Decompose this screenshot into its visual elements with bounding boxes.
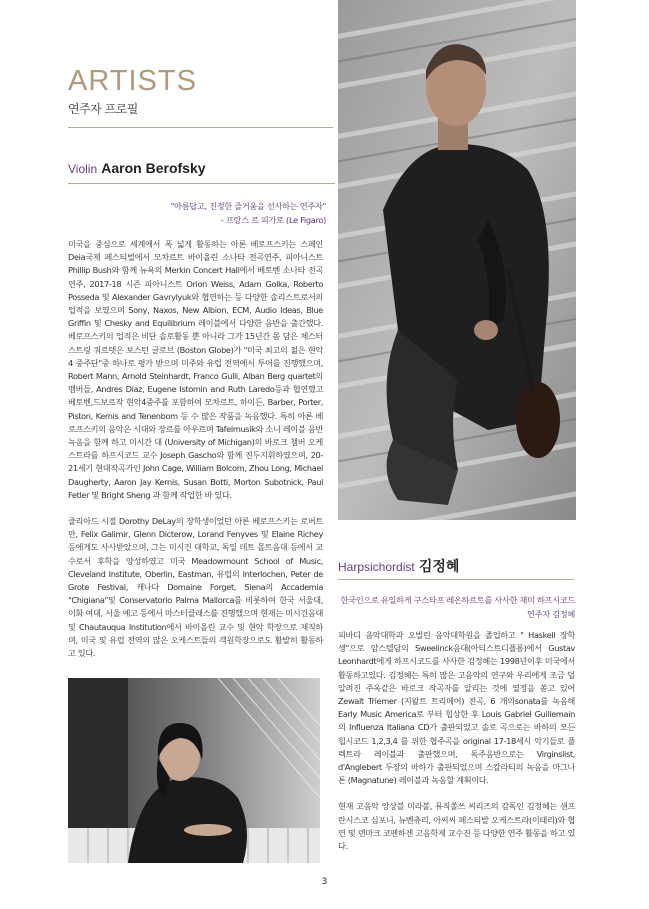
violin-quote bbox=[68, 199, 326, 227]
page-title: ARTISTS bbox=[68, 65, 197, 97]
harpsichord-quote-line2: 연주자 김정혜 bbox=[527, 609, 575, 619]
violin-artist-name: Aaron Berofsky bbox=[101, 160, 206, 176]
page-subtitle: 연주자 프로필 bbox=[68, 102, 138, 116]
harpsichord-quote bbox=[338, 593, 575, 621]
harpsichord-artist-name: 김정혜 bbox=[418, 558, 460, 574]
violin-heading-divider bbox=[68, 183, 335, 184]
harpsichordist-photo bbox=[68, 678, 320, 863]
harpsichord-instrument: Harpsichordist bbox=[338, 560, 415, 574]
page-header bbox=[68, 66, 338, 117]
violin-instrument: Violin bbox=[68, 162, 98, 176]
harpsichord-bio-paragraph-1: 피바디 음악대학과 오벌린 음악대학원을 졸업하고 " Haskell 장학생"으로 암스텔담의 Sweelinck음대(아티스트디플롬)에서 Gustav Leonhardt에게 하프시코드를 사사한 김정혜는 1998년이후 미국에서 활동하고있다. 김정혜는 특히 많은 고음악의 연구와 우리에게 조금 덜 알려진 주옥같은 바로크 작곡자를 알리는 것에 열정을 쏟고 있어 Zewalt Triemer (지왈트 트리메어) 전곡, 6 개의sonata를 녹음해 Early Music America로 부터 힙상한 후 Louis Gabriel Guillemain의 Influenza Italiana CD가 출판되었고 솔로 곡으로는 바하의 모든 힙시코드 1,2,3,4 를 위한 협주곡을 original 17-18세시 악기들로 플렉트라 레이블과 출판했으며, 독주음반으로는 Virginslist, d'Anglebert 두장의 바하가 출판되었으며 스칼라티의 녹음을 마그나톤 (Magnatune) 레이블과 녹음할 계획이다. bbox=[338, 630, 575, 786]
violin-biography bbox=[68, 238, 323, 673]
harpsichord-section-heading bbox=[338, 556, 459, 576]
violin-section-heading bbox=[68, 160, 206, 177]
header-divider bbox=[68, 127, 333, 128]
violin-bio-paragraph-1: 미국을 중심으로 세계에서 폭 넓게 활동하는 아론 베로프스키는 스페인 Deia국제 페스티벌에서 모차르트 바이올린 소나타 전곡연주, 피아니스트 Phillip Bush와 함께 뉴욕의 Merkin Concert Hall에서 베토벤 소나타 전곡연주, 2017-18 시즌 피아니스트 Orion Weiss, Adam Golka, Roberto Posseda 및 Alexander Gavrylyuk와 협연하는 등 다양한 솔리스트로서의 업적을 보였으며 Sony, Naxos, New Albion, ECM, Audio Ideas, Blue Griffin 및 Chesky and Equilibrium 레이블에서 다양한 음반을 출간했다. 베로프스키의 업적은 비단 솔로활동 뿐 아니라 그가 15년간 몸 담은 체스터 스트링 쿼르텟은 보스턴 글로브 (Boston Globe)가 "미국 최고의 젊은 현악 4 중주단"중 하나로 평가 받으며 미주와 유럽 전역에서 투어를 진행했으며, Robert Mann, Arnold Steinhardt, Franco Gulli, Alban Berg quartet의 멤버들, Andres Diaz, Eugene Istomin and Ruth Laredo등과 협연했고 베토벤,드보르작 현악4중주를 포함하여 모차르트, 하이든, Barber, Porter, Piston, Kernis and Tenenbom 등 수 많은 작품을 녹음했다. 특히 아론 베로프스키의 음악은 시대와 장르를 아우르며 Tafelmusik와 소니 레이블 음반녹음을 함께 하고 미시간 대 (University of Michigan)의 바로크 챔버 오케스트라를 하프시코드 교수 Joseph Gascho와 함께 진두지휘하였으며, 20-21세기 현대작곡가인 John Cage, William Bolcom, Zhou Long, Michael Daugherty, Aaron Jay Kernis, Susan Botti, Morton Subotnick, Paul Fetler 및 Bright Sheng 과 함께 작업한 바 있다. bbox=[68, 239, 323, 500]
harpsichord-quote-line1: 한국인으로 유일하게 구스타프 레온하르트를 사사한 재미 하프시코드 bbox=[340, 595, 575, 605]
harpsichord-heading-divider bbox=[338, 579, 574, 580]
violin-bio-paragraph-2: 줄리아드 시절 Dorothy DeLay의 장학생이었던 아론 베로프스키는 로버트 만, Felix Galimir, Glenn Dicterow, Lorand Fenyves 및 Elaine Richey 등에게도 사사받았으며, 그는 미시건 대학교, 독일 데트 몰트음대 등에서 교수로서 후학을 양성하였고 미국 Meadowmount School of Music, Cleveland Institute, Oberlin, Eastman, 유럽의 Interlochen, Peter de Grote Festival, 캐나다 Domaine Forget, Siena의 Accademia "Chigiana"및 Conservatorio Palma Mallorca를 비롯하여 한국 서울대, 이화 여대, 서울 예고 등에서 마스터클래스를 진행했으며 현재는 미시건음대 및 Chautauqua Institution에서 바이올린 교수 및 현악 학장으로 재직하며, 미국 및 유럽 전역의 많은 오케스트들의 객원학장으로도 활발히 활동하고 있다. bbox=[68, 516, 323, 659]
violin-quote-line2: - 프랑스 르 피가로 (Le Figaro) bbox=[220, 215, 326, 225]
violin-quote-line1: "아름답고, 진정한 즐거움을 선사하는 연주자" bbox=[170, 201, 326, 211]
page-number: 3 bbox=[321, 877, 328, 887]
harpsichord-bio-paragraph-2: 현재 고음악 앙상블 미라볼, 뮤직쏠쓰 씨리즈의 감독인 김정혜는 샌프란시스코 심포니, 뉴벤츄리, 아씨씨 페스티발 오케스트라(이태리)와 협연 및 덴마크 코펜하겐 고음학제 교수진 등 다양한 연주 활동을 하고 있다. bbox=[338, 801, 575, 852]
harpsichord-biography bbox=[338, 629, 575, 866]
violinist-photo bbox=[338, 0, 576, 520]
